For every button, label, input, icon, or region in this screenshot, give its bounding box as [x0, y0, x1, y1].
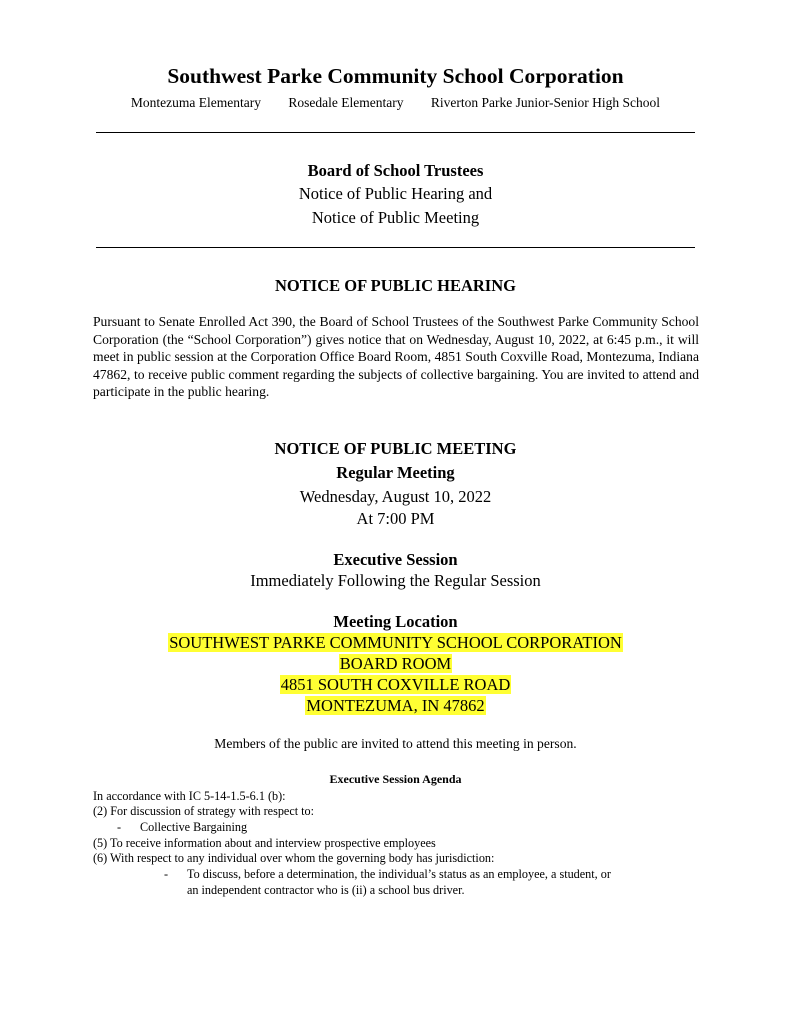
board-subtitle-2: Notice of Public Meeting — [311, 208, 480, 227]
location-highlight: MONTEZUMA, IN 47862 — [306, 696, 485, 715]
location-line-4 — [0, 696, 791, 716]
board-title: Board of School Trustees — [307, 161, 484, 180]
agenda-heading: Executive Session Agenda — [329, 772, 462, 786]
location-highlight: BOARD ROOM — [339, 654, 452, 673]
location-title: Meeting Location — [333, 612, 458, 631]
location-line-1 — [0, 633, 791, 653]
location-line-2 — [0, 654, 791, 674]
school-montezuma: Montezuma Elementary — [130, 95, 261, 110]
divider-top — [96, 132, 695, 133]
location-highlight: SOUTHWEST PARKE COMMUNITY SCHOOL CORPORATION — [169, 633, 622, 652]
agenda-item-2: (2) For discussion of strategy with respect to: — [93, 804, 315, 818]
meeting-date: Wednesday, August 10, 2022 — [299, 487, 492, 506]
hearing-paragraph: Pursuant to Senate Enrolled Act 390, the Board of School Trustees of the Southwest Parke Community School Corporation (the “School Corporation”) gives notice that on Wednesday, August 10, 2022, at 6:45 p.m., it will meet in public session at the Corporation Office Board Room, 4851 South Coxville Road, Montezuma, Indiana 47862, to receive public comment regarding the subjects of collective bargaining. You are invited to attend and participate in the public hearing. — [93, 314, 699, 400]
meeting-heading: NOTICE OF PUBLIC MEETING — [274, 439, 517, 458]
agenda-item-6-bullet-line-1: To discuss, before a determination, the individual’s status as an employee, a student, or — [187, 867, 611, 881]
divider-bottom — [96, 247, 695, 248]
school-rosedale: Rosedale Elementary — [288, 95, 404, 110]
executive-session-note: Immediately Following the Regular Session — [250, 571, 541, 590]
meeting-type: Regular Meeting — [336, 463, 455, 482]
hearing-heading: NOTICE OF PUBLIC HEARING — [275, 276, 516, 295]
bullet-marker: - — [117, 820, 122, 834]
location-line-3 — [0, 675, 791, 695]
board-subtitle-1: Notice of Public Hearing and — [298, 184, 493, 203]
agenda-item-2-bullet: Collective Bargaining — [140, 820, 248, 834]
school-riverton: Riverton Parke Junior-Senior High School — [430, 95, 661, 110]
agenda-item-5: (5) To receive information about and interview prospective employees — [93, 836, 436, 850]
schools-line — [0, 95, 791, 111]
location-highlight: 4851 SOUTH COXVILLE ROAD — [280, 675, 511, 694]
corporation-title: Southwest Parke Community School Corporation — [167, 64, 624, 88]
bullet-marker: - — [164, 867, 169, 881]
agenda-item-6: (6) With respect to any individual over whom the governing body has jurisdiction: — [93, 851, 495, 865]
meeting-time: At 7:00 PM — [356, 509, 435, 528]
agenda-item-6-bullet-line-2: an independent contractor who is (ii) a school bus driver. — [187, 883, 465, 897]
executive-session-title: Executive Session — [333, 550, 458, 569]
members-note: Members of the public are invited to attend this meeting in person. — [214, 736, 577, 751]
agenda-intro: In accordance with IC 5-14-1.5-6.1 (b): — [93, 789, 286, 803]
